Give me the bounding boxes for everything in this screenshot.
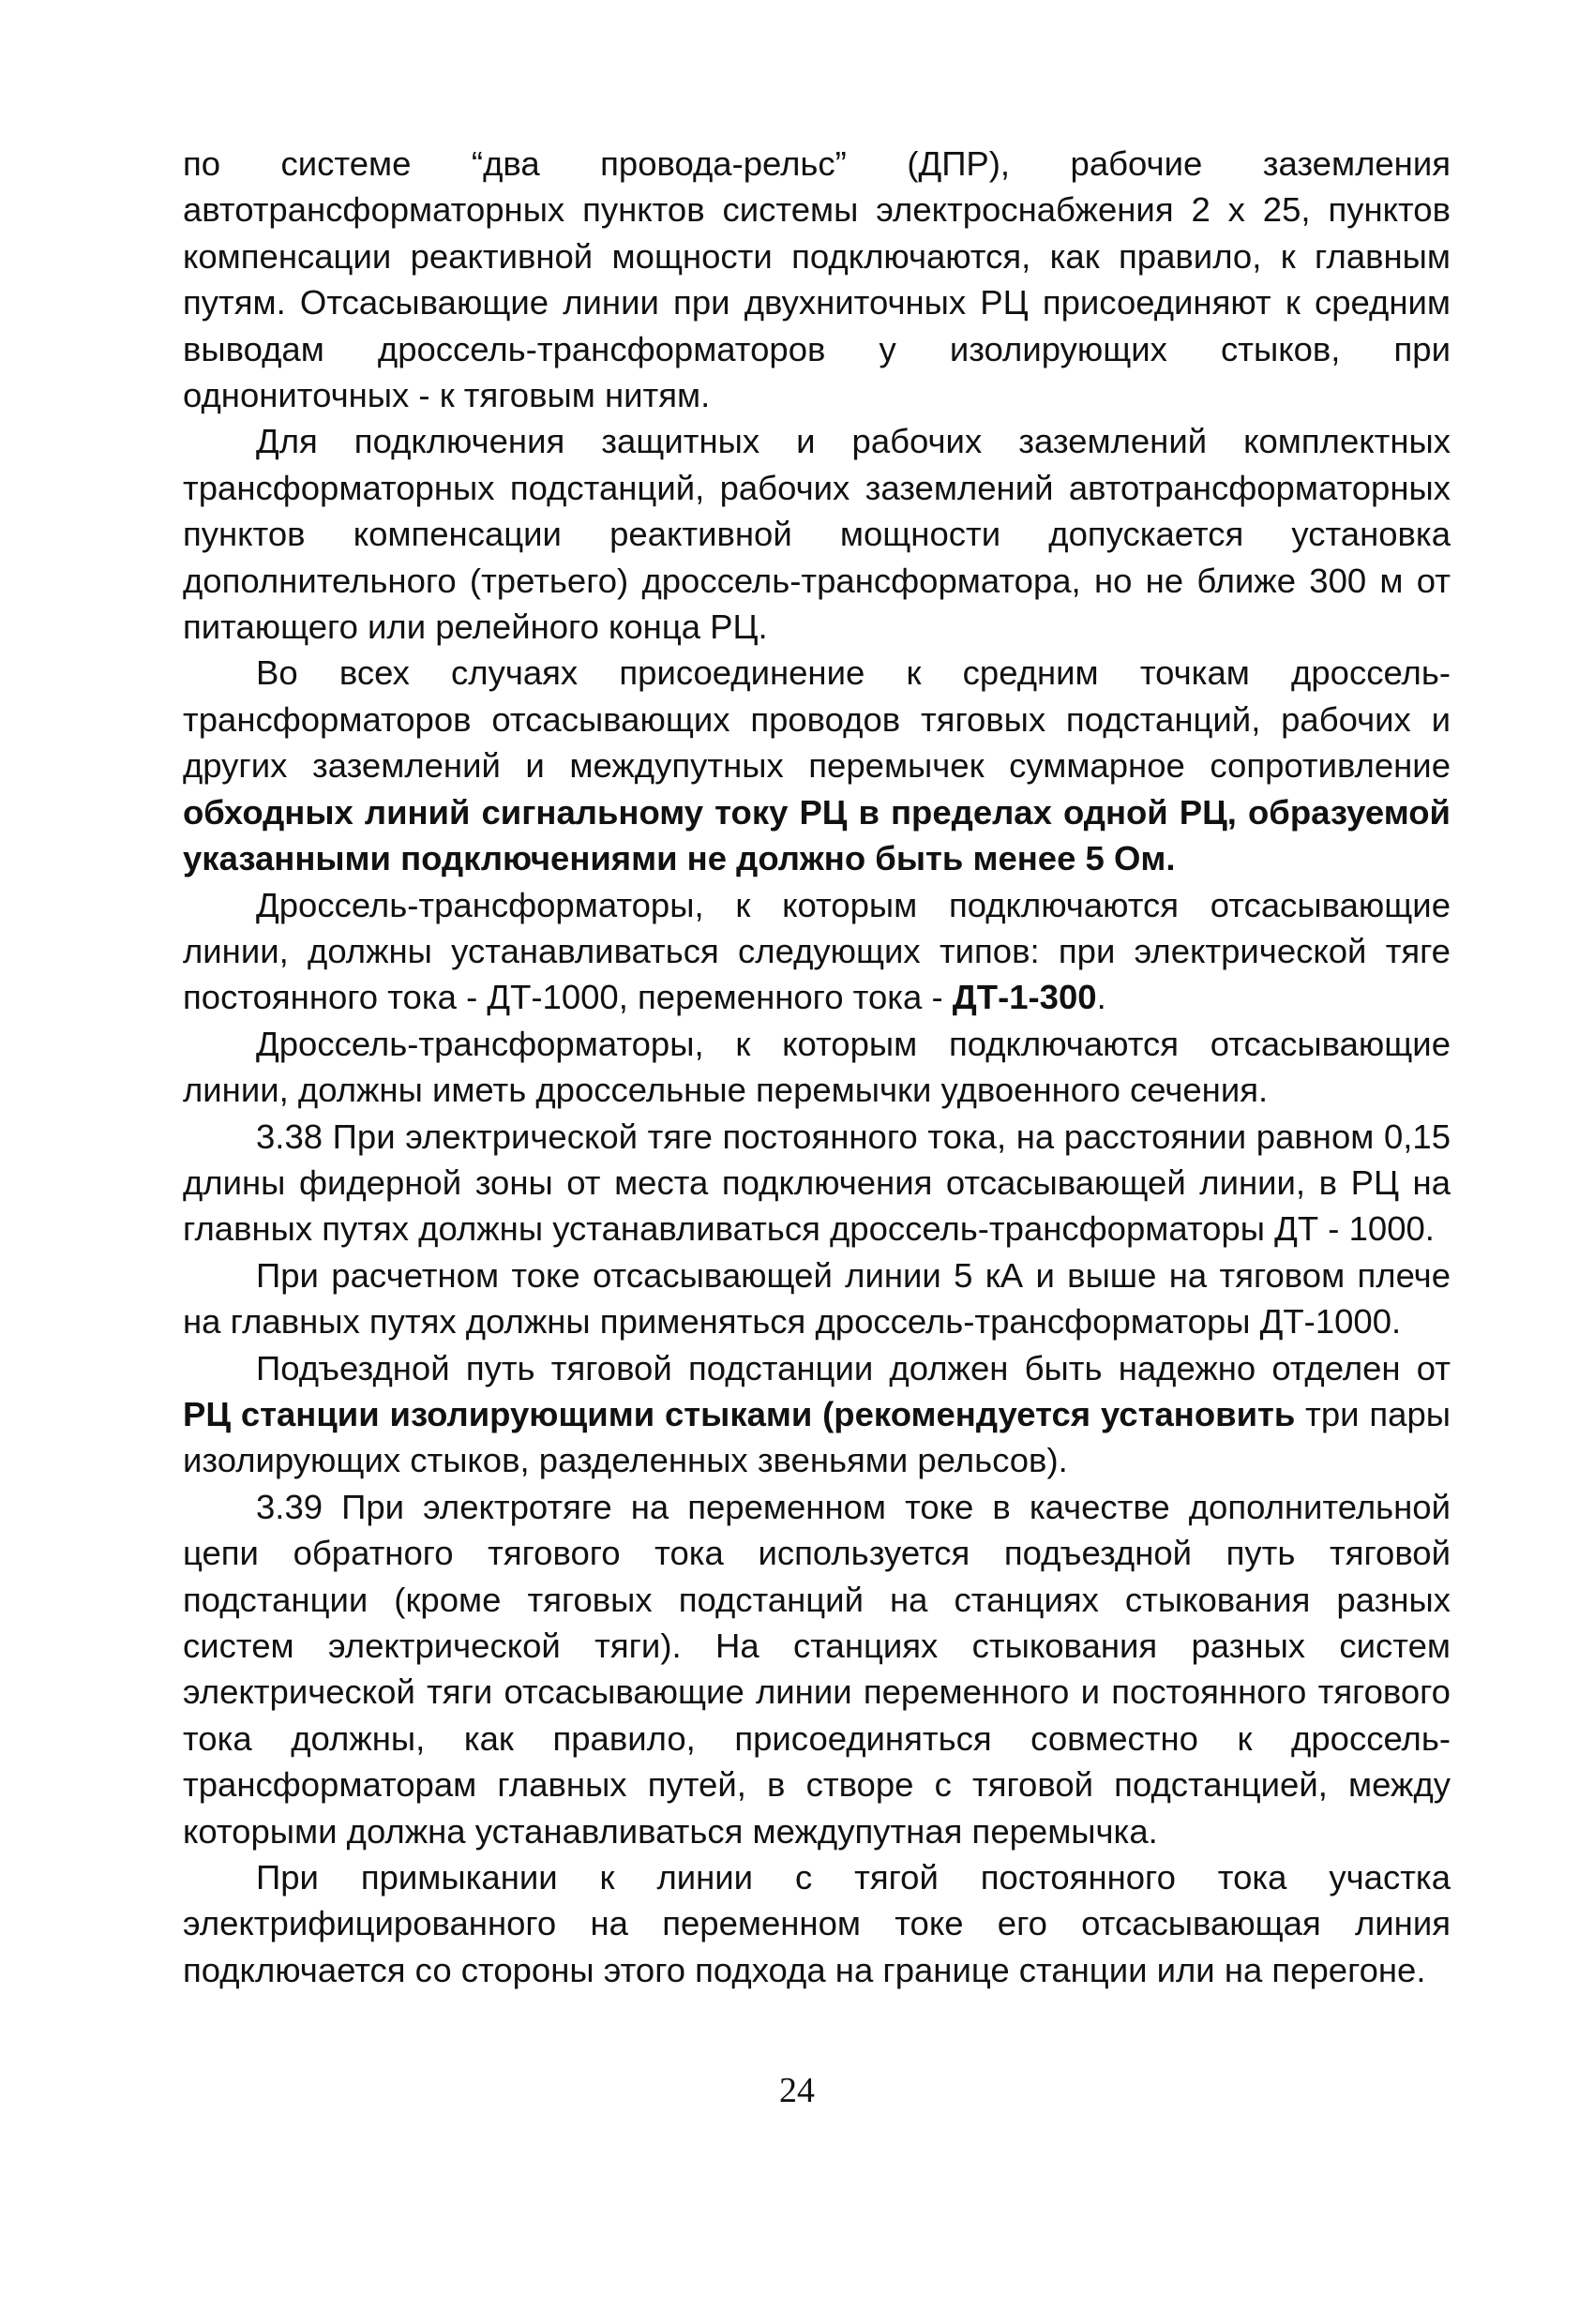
text-run: При расчетном токе отсасывающей линии 5 кА и выше на тяговом плече на главных путях должны применяться дроссель-трансформаторы ДТ-1000. <box>183 1255 1451 1342</box>
paragraph <box>183 650 1451 881</box>
paragraph <box>183 1484 1451 1854</box>
document-body <box>183 141 1451 1993</box>
bold-text: РЦ станции изолирующими стыками (рекомендуется установить <box>183 1394 1296 1433</box>
text-run: Для подключения защитных и рабочих заземлений комплектных трансформаторных подстанций, рабочих заземлений автотрансформаторных пунктов компенсации реактивной мощности допускается установка дополнительного (третьего) дроссель-трансформатора, но не ближе 300 м от питающего или релейного конца РЦ. <box>183 422 1451 647</box>
text-run: При примыкании к линии с тягой постоянного тока участка электрифицированного на переменном токе его отсасывающая линия подключается со стороны этого подхода на границе станции или на перегоне. <box>183 1858 1451 1989</box>
text-run: 3.39 При электротяге на переменном токе в качестве дополнительной цепи обратного тягового тока используется подъездной путь тяговой подстанции (кроме тяговых подстанций на станциях стыкования разных систем электрической тяги). На станциях стыкования разных систем электрической тяги отсасывающие линии переменного и постоянного тягового тока должны, как правило, присоединяться совместно к дроссель-трансформаторам главных путей, в створе с тяговой подстанцией, между которыми должна устанавливаться междупутная перемычка. <box>183 1487 1451 1851</box>
paragraph <box>183 1345 1451 1484</box>
paragraph <box>183 141 1451 418</box>
bold-text: обходных линий сигнальному току РЦ в пределах одной РЦ, образуемой указанными подключениями не должно быть менее 5 Ом. <box>183 792 1451 878</box>
paragraph <box>183 418 1451 650</box>
paragraph <box>183 882 1451 1021</box>
paragraph <box>183 1021 1451 1114</box>
page-number: 24 <box>779 2071 815 2110</box>
text-run: по системе “два провода-рельс” (ДПР), рабочие заземления автотрансформаторных пунктов системы электроснабжения 2 x 25, пунктов компенсации реактивной мощности подключаются, как правило, к главным путям. Отсасывающие линии при двухниточных РЦ присоединяют к средним выводам дроссель-трансформаторов у изолирующих стыков, при однониточных - к тяговым нитям. <box>183 144 1451 415</box>
text-run: Дроссель-трансформаторы, к которым подключаются отсасывающие линии, должны устанавливаться следующих типов: при электрической тяге постоянного тока - ДТ-1000, переменного тока - <box>183 885 1451 1017</box>
text-run: три пары изолирующих стыков, разделенных звеньями рельсов). <box>183 1394 1451 1480</box>
paragraph <box>183 1854 1451 1993</box>
bold-text: ДТ-1-300 <box>952 978 1097 1017</box>
text-run: 3.38 При электрической тяге постоянного тока, на расстоянии равном 0,15 длины фидерной зоны от места подключения отсасывающей линии, в РЦ на главных путях должны устанавливаться дроссель-трансформаторы ДТ - 1000. <box>183 1117 1451 1249</box>
text-run: . <box>1096 978 1106 1017</box>
text-run: Во всех случаях присоединение к средним точкам дроссель-трансформаторов отсасывающих проводов тяговых подстанций, рабочих и других заземлений и междупутных перемычек суммарное сопротивление <box>183 653 1451 786</box>
text-run: Подъездной путь тяговой подстанции должен быть надежно отделен от <box>256 1348 1451 1387</box>
paragraph <box>183 1252 1451 1345</box>
text-run: Дроссель-трансформаторы, к которым подключаются отсасывающие линии, должны иметь дроссельные перемычки удвоенного сечения. <box>183 1024 1451 1110</box>
paragraph <box>183 1114 1451 1252</box>
